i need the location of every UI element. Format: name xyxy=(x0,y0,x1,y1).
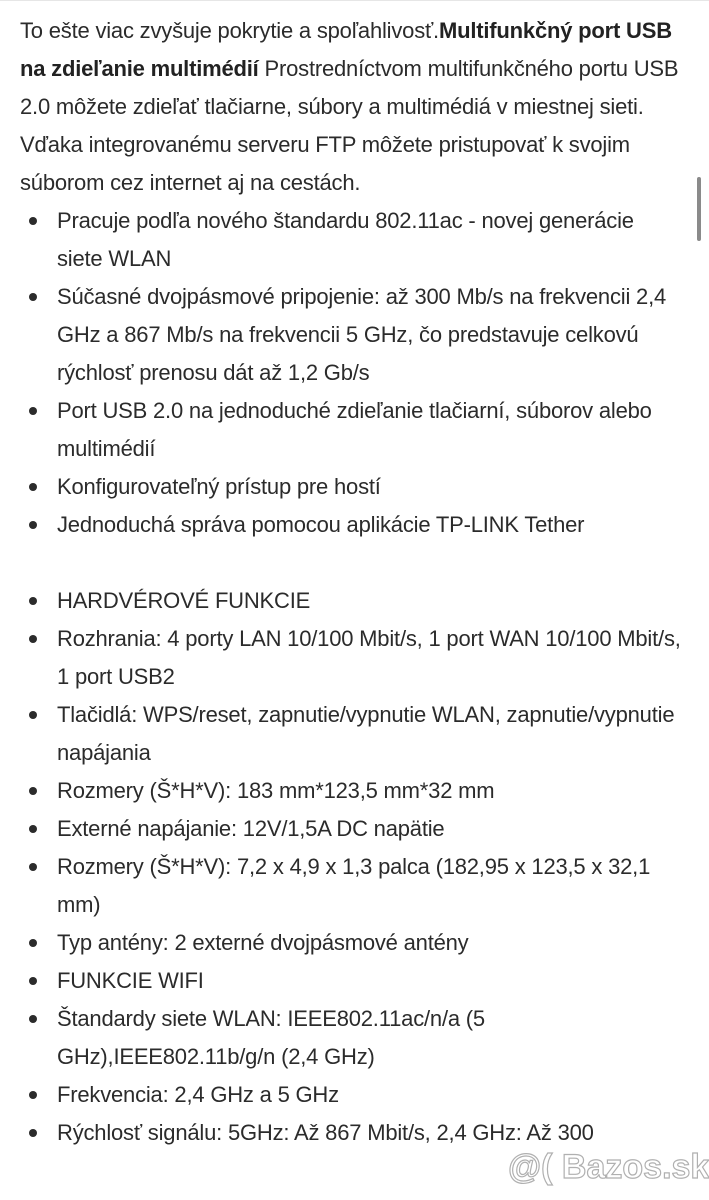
list-item: Rozmery (Š*H*V): 183 mm*123,5 mm*32 mm xyxy=(20,772,685,810)
list-item: Štandardy siete WLAN: IEEE802.11ac/n/a (5 GHz),IEEE802.11b/g/n (2,4 GHz) xyxy=(20,1000,685,1076)
vertical-scrollbar-thumb[interactable] xyxy=(697,177,701,241)
intro-bold-heading: Multifunkčný port USB na zdieľanie multimédií xyxy=(20,18,672,81)
list-item: Tlačidlá: WPS/reset, zapnutie/vypnutie WLAN, zapnutie/vypnutie napájania xyxy=(20,696,685,772)
section-spacer xyxy=(20,544,685,582)
list-item-section-heading: FUNKCIE WIFI xyxy=(20,962,685,1000)
list-item: Port USB 2.0 na jednoduché zdieľanie tlačiarní, súborov alebo multimédií xyxy=(20,392,685,468)
list-item: Frekvencia: 2,4 GHz a 5 GHz xyxy=(20,1076,685,1114)
top-divider xyxy=(0,0,709,1)
intro-text-after: Prostredníctvom multifunkčného portu USB 2.0 môžete zdieľať tlačiarne, súbory a multimédiá v miestnej sieti. Vďaka integrovanému serveru FTP môžete pristupovať k svojim súborom cez internet aj na cestách. xyxy=(20,56,679,195)
list-item: Pracuje podľa nového štandardu 802.11ac - novej generácie siete WLAN xyxy=(20,202,685,278)
list-item: Rýchlosť signálu: 5GHz: Až 867 Mbit/s, 2,4 GHz: Až 300 xyxy=(20,1114,685,1152)
list-item: Súčasné dvojpásmové pripojenie: až 300 Mb/s na frekvencii 2,4 GHz a 867 Mb/s na frekvencii 5 GHz, čo predstavuje celkovú rýchlosť prenosu dát až 1,2 Gb/s xyxy=(20,278,685,392)
list-item: Typ antény: 2 externé dvojpásmové antény xyxy=(20,924,685,962)
specs-list xyxy=(20,582,685,1152)
bazos-watermark: @( Bazos.sk xyxy=(508,1148,709,1186)
list-item-section-heading: HARDVÉROVÉ FUNKCIE xyxy=(20,582,685,620)
list-item: Jednoduchá správa pomocou aplikácie TP-LINK Tether xyxy=(20,506,685,544)
intro-paragraph xyxy=(20,12,685,202)
list-item: Rozmery (Š*H*V): 7,2 x 4,9 x 1,3 palca (182,95 x 123,5 x 32,1 mm) xyxy=(20,848,685,924)
list-item: Konfigurovateľný prístup pre hostí xyxy=(20,468,685,506)
description-content xyxy=(20,12,685,1152)
list-item: Externé napájanie: 12V/1,5A DC napätie xyxy=(20,810,685,848)
list-item: Rozhrania: 4 porty LAN 10/100 Mbit/s, 1 port WAN 10/100 Mbit/s, 1 port USB2 xyxy=(20,620,685,696)
intro-text-before: To ešte viac zvyšuje pokrytie a spoľahlivosť. xyxy=(20,18,439,43)
features-list xyxy=(20,202,685,544)
